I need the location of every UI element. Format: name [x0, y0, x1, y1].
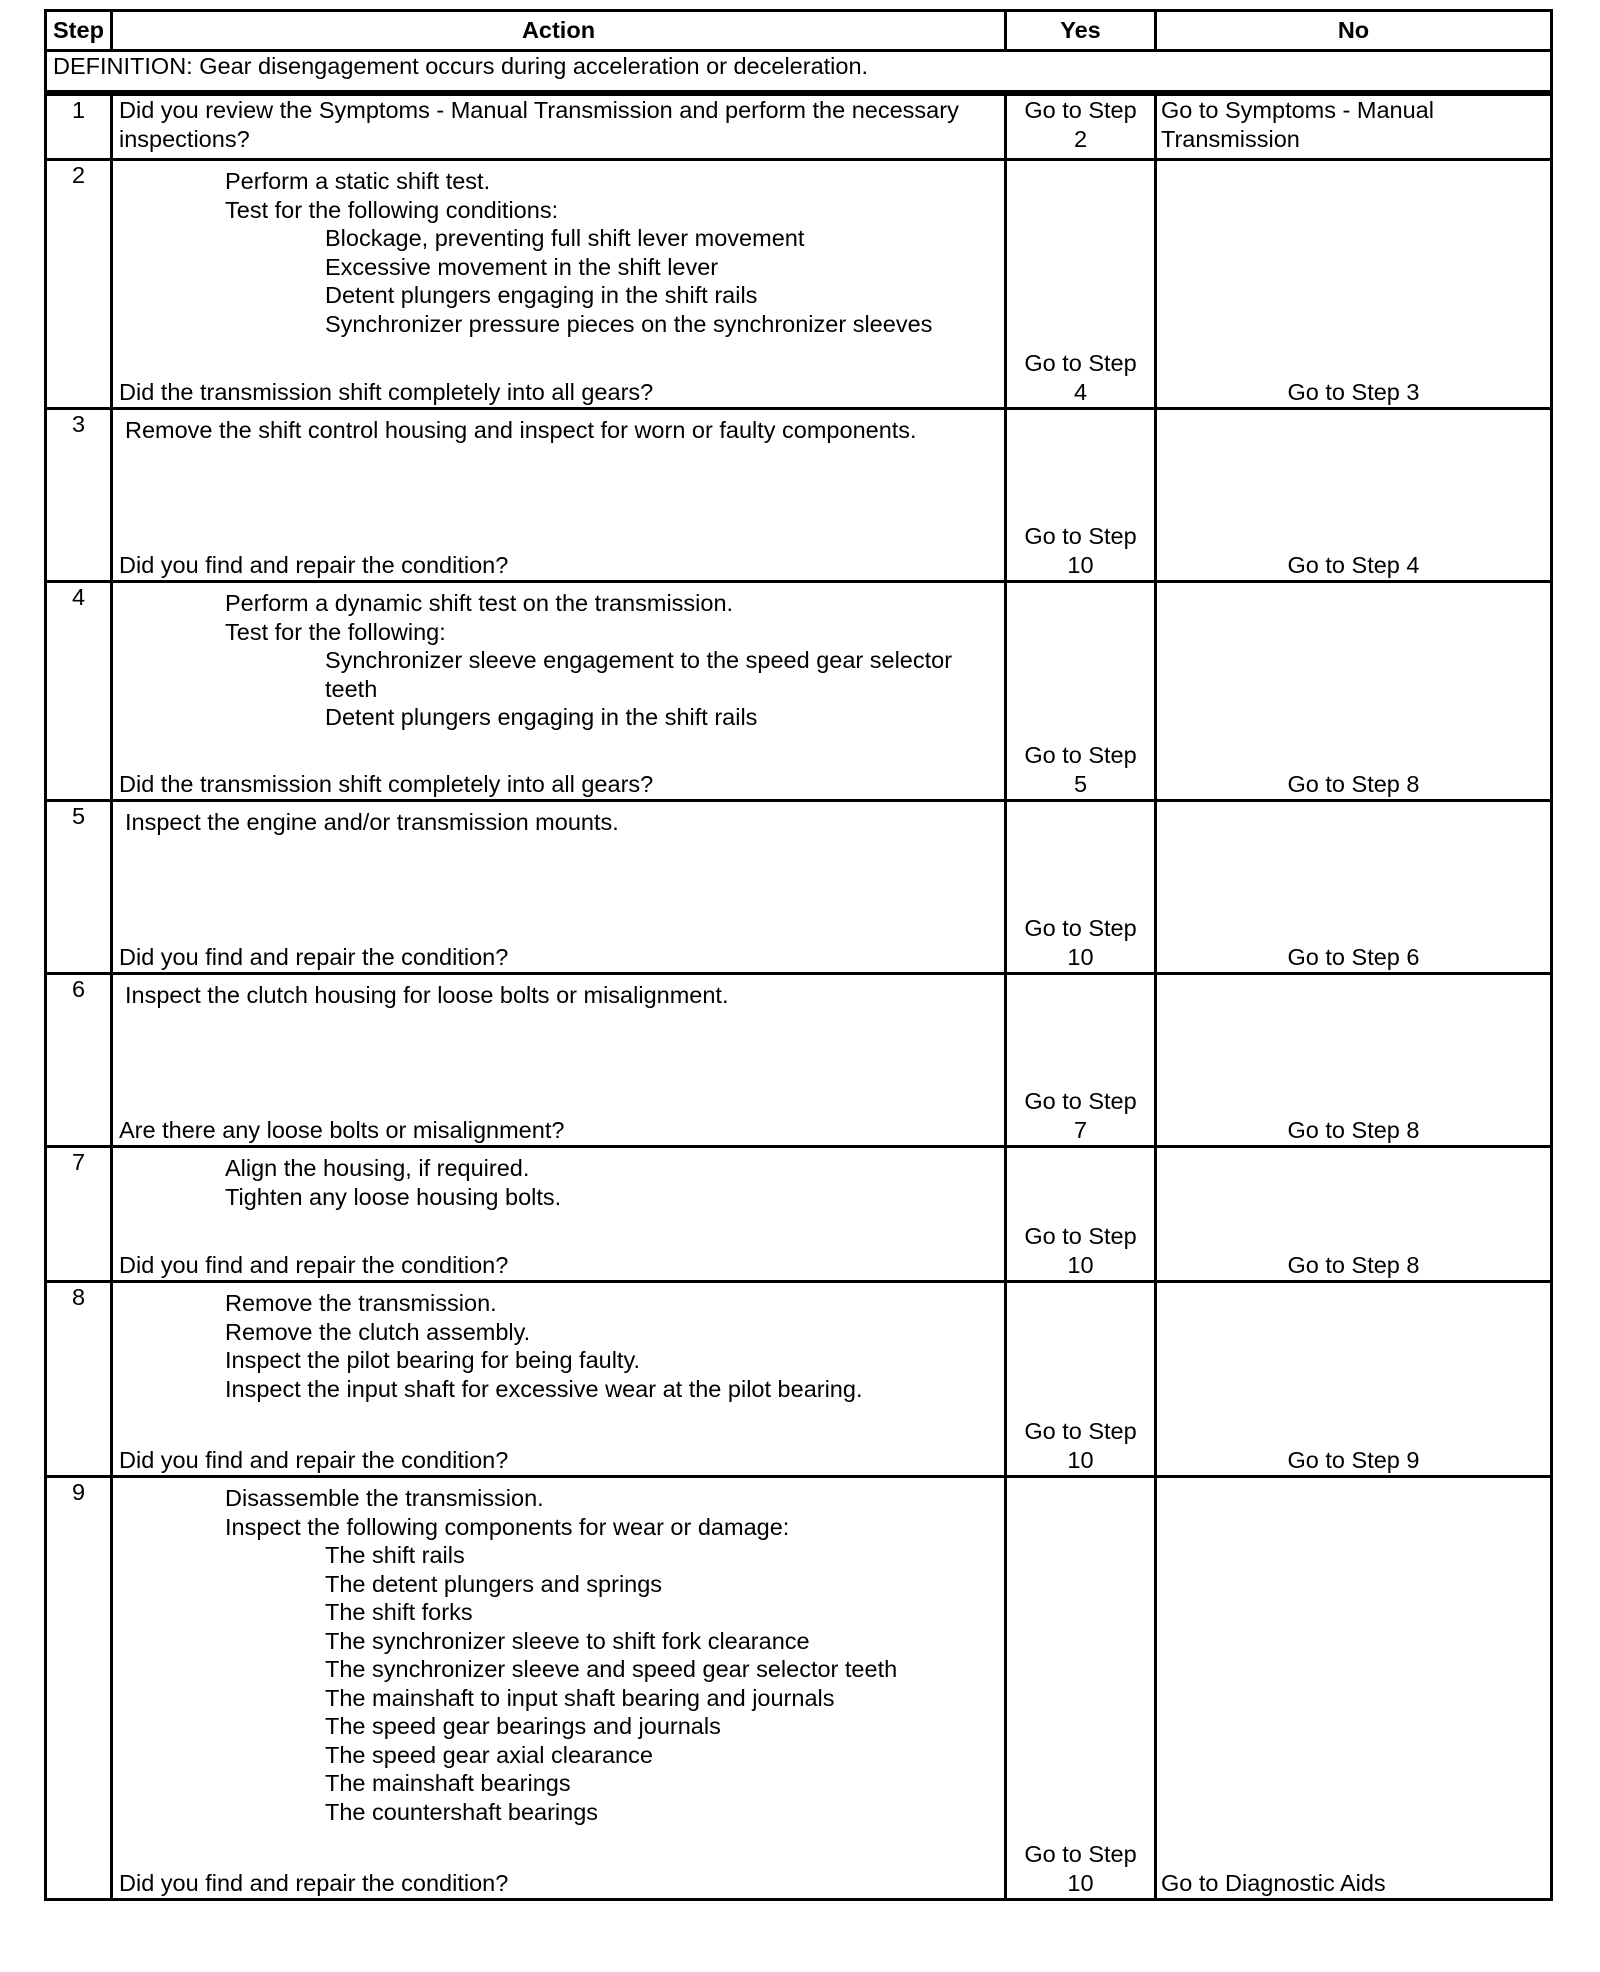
action-subline: Excessive movement in the shift lever: [325, 253, 719, 280]
yes-cell: [1006, 582, 1156, 801]
no-cell: [1156, 1282, 1552, 1477]
action-line: Tighten any loose housing bolts.: [225, 1183, 562, 1210]
action-line: Disassemble the transmission.: [225, 1485, 544, 1511]
action-question: Did you find and repair the condition?: [119, 1446, 509, 1473]
yes-text: Go to Step 10: [1024, 1418, 1137, 1473]
no-text: Go to Step 8: [1287, 1116, 1420, 1143]
yes-text: Go to Step 4: [1024, 350, 1137, 405]
table-row: [46, 801, 1552, 974]
action-question: Did you find and repair the condition?: [119, 1251, 509, 1278]
action-subline: The synchronizer sleeve to shift fork clearance: [325, 1627, 810, 1654]
action-question: Did you review the Symptoms - Manual Transmission and perform the necessary inspections?: [112, 93, 1006, 160]
action-subline: The mainshaft to input shaft bearing and journals: [325, 1684, 835, 1711]
action-cell: [112, 801, 1006, 974]
table-row: [46, 93, 1552, 160]
header-yes: Yes: [1006, 11, 1156, 51]
action-line: Inspect the clutch housing for loose bolts or misalignment.: [125, 982, 729, 1008]
step-number: 4: [46, 582, 112, 801]
no-cell: [1156, 409, 1552, 582]
diagnostic-table: [44, 9, 1553, 1901]
step-number: 9: [46, 1477, 112, 1900]
action-line: Test for the following:: [225, 618, 446, 645]
no-text: Go to Step 8: [1287, 770, 1420, 797]
action-question: Are there any loose bolts or misalignment?: [119, 1116, 565, 1143]
yes-text: Go to Step 10: [1024, 1841, 1137, 1896]
action-cell: [112, 160, 1006, 409]
action-question: Did you find and repair the condition?: [119, 1869, 509, 1896]
no-cell: [1156, 160, 1552, 409]
action-line: Inspect the pilot bearing for being faulty.: [225, 1347, 640, 1373]
header-step: Step: [46, 11, 112, 51]
yes-cell: [1006, 801, 1156, 974]
action-subline: The shift rails: [325, 1542, 465, 1568]
table-row: [46, 582, 1552, 801]
table-row: [46, 409, 1552, 582]
no-text: Go to Step 4: [1287, 551, 1420, 578]
action-question: Did you find and repair the condition?: [119, 551, 509, 578]
yes-cell: [1006, 160, 1156, 409]
action-line: Test for the following conditions:: [225, 196, 559, 223]
header-no: No: [1156, 11, 1552, 51]
no-cell: [1156, 1477, 1552, 1900]
action-subline: Detent plungers engaging in the shift rails: [325, 704, 758, 730]
action-subline: The countershaft bearings: [325, 1798, 599, 1825]
action-question: Did the transmission shift completely into all gears?: [119, 770, 654, 797]
header-row: [46, 11, 1552, 51]
action-line: Remove the clutch assembly.: [225, 1318, 531, 1345]
no-text: Go to Step 6: [1287, 943, 1420, 970]
table-row: [46, 1282, 1552, 1477]
step-number: 2: [46, 160, 112, 409]
yes-cell: [1006, 1147, 1156, 1282]
step-number: 8: [46, 1282, 112, 1477]
action-subline: The speed gear bearings and journals: [325, 1713, 721, 1739]
action-cell: [112, 582, 1006, 801]
step-number: 1: [46, 93, 112, 160]
definition-row: [46, 51, 1552, 94]
action-subline: The synchronizer sleeve and speed gear selector teeth: [325, 1656, 898, 1682]
action-line: Inspect the input shaft for excessive wear at the pilot bearing.: [225, 1375, 863, 1402]
action-subline: Blockage, preventing full shift lever movement: [325, 225, 805, 251]
yes-text: Go to Step 10: [1024, 1223, 1137, 1278]
yes-text: Go to Step 2: [1024, 97, 1137, 152]
no-text: Go to Step 3: [1287, 378, 1420, 405]
yes-cell: [1006, 1477, 1156, 1900]
yes-text: Go to Step 5: [1024, 742, 1137, 797]
action-line: Perform a static shift test.: [225, 168, 491, 194]
action-question: Did the transmission shift completely into all gears?: [119, 378, 654, 405]
table-row: [46, 1147, 1552, 1282]
no-cell: [1156, 974, 1552, 1147]
step-number: 7: [46, 1147, 112, 1282]
action-line: Inspect the following components for wear or damage:: [225, 1513, 790, 1540]
action-cell: [112, 1147, 1006, 1282]
no-text: Go to Symptoms - Manual Transmission: [1161, 97, 1434, 152]
no-cell: [1156, 93, 1552, 160]
action-cell: [112, 1477, 1006, 1900]
yes-cell: [1006, 93, 1156, 160]
table-row: [46, 1477, 1552, 1900]
action-line: Inspect the engine and/or transmission mounts.: [125, 809, 619, 835]
table-row: [46, 160, 1552, 409]
action-subline: The speed gear axial clearance: [325, 1741, 653, 1768]
action-subline: The mainshaft bearings: [325, 1770, 571, 1796]
yes-cell: [1006, 1282, 1156, 1477]
yes-cell: [1006, 974, 1156, 1147]
yes-text: Go to Step 7: [1024, 1088, 1137, 1143]
action-subline: Synchronizer pressure pieces on the synchronizer sleeves: [325, 310, 933, 337]
action-cell: [112, 409, 1006, 582]
no-cell: [1156, 801, 1552, 974]
action-subline: The detent plungers and springs: [325, 1570, 663, 1597]
step-number: 6: [46, 974, 112, 1147]
yes-cell: [1006, 409, 1156, 582]
action-subline: The shift forks: [325, 1599, 473, 1625]
action-subline: Synchronizer sleeve engagement to the speed gear selector teeth: [325, 647, 953, 702]
no-cell: [1156, 1147, 1552, 1282]
no-text: Go to Step 9: [1287, 1446, 1420, 1473]
no-cell: [1156, 582, 1552, 801]
action-line: Perform a dynamic shift test on the transmission.: [225, 590, 734, 616]
yes-text: Go to Step 10: [1024, 915, 1137, 970]
header-action: Action: [112, 11, 1006, 51]
table-row: [46, 974, 1552, 1147]
yes-text: Go to Step 10: [1024, 523, 1137, 578]
action-line: Remove the shift control housing and inspect for worn or faulty components.: [125, 417, 917, 443]
action-cell: [112, 974, 1006, 1147]
step-number: 5: [46, 801, 112, 974]
action-question: Did you find and repair the condition?: [119, 943, 509, 970]
no-text: Go to Diagnostic Aids: [1161, 1869, 1386, 1896]
action-subline: Detent plungers engaging in the shift rails: [325, 282, 758, 308]
action-line: Remove the transmission.: [225, 1290, 497, 1316]
action-cell: [112, 1282, 1006, 1477]
no-text: Go to Step 8: [1287, 1251, 1420, 1278]
action-line: Align the housing, if required.: [225, 1155, 530, 1181]
definition-text: DEFINITION: Gear disengagement occurs during acceleration or deceleration.: [46, 51, 1552, 94]
step-number: 3: [46, 409, 112, 582]
